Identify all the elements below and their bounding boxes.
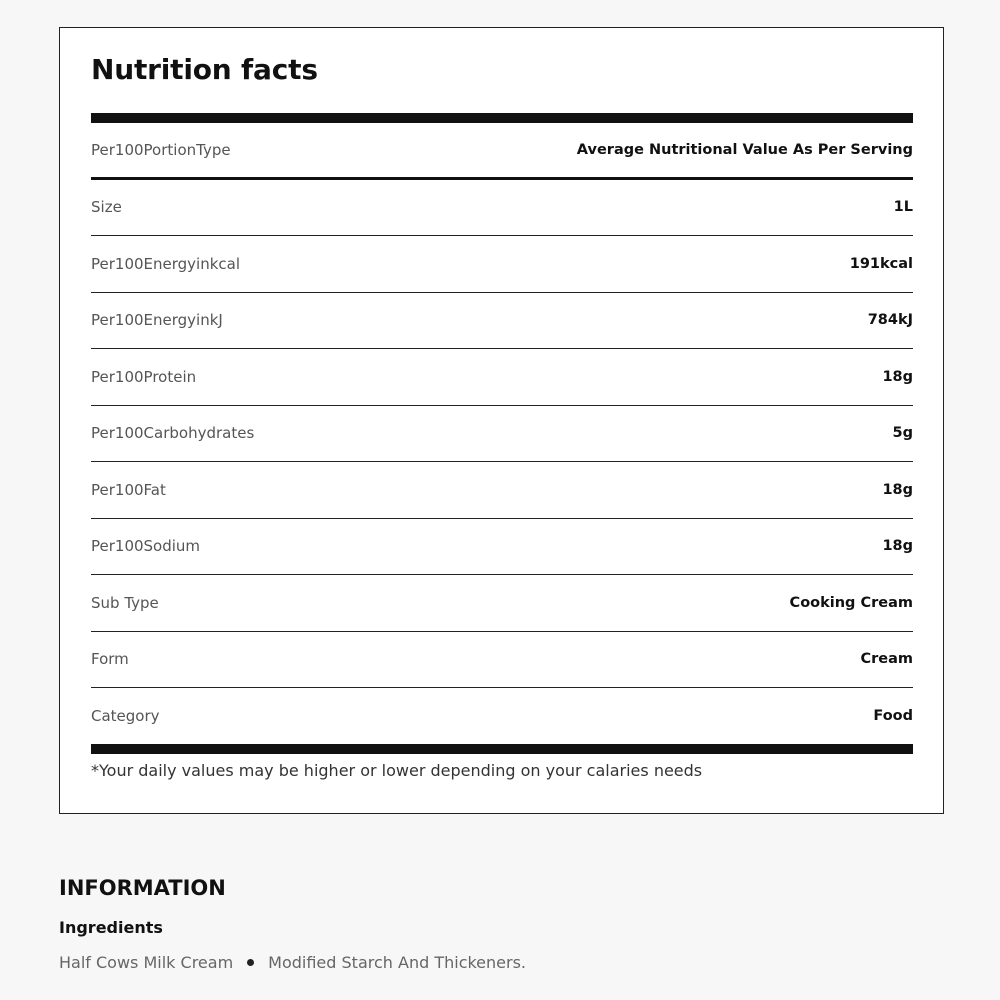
nutrition-row-carbohydrates [91,406,913,463]
daily-values-footnote: *Your daily values may be higher or lower depending on your calaries needs [91,761,703,780]
row-value: 18g [882,538,913,555]
nutrition-row-energy-kj [91,293,913,350]
row-value: 1L [893,199,913,216]
row-label: Per100Energyinkcal [91,254,241,273]
nutrition-row-sub-type [91,575,913,632]
nutrition-row-fat [91,462,913,519]
nutrition-row-protein [91,349,913,406]
nutrition-facts-panel [59,27,944,814]
top-divider [91,113,913,123]
nutrition-facts-title: Nutrition facts [91,53,318,86]
row-label: Per100EnergyinkJ [91,311,223,330]
row-label: Form [91,650,129,669]
nutrition-row-form [91,632,913,689]
header-label: Per100PortionType [91,140,231,159]
row-label: Per100Protein [91,367,197,386]
row-value: 191kcal [849,255,913,272]
row-value: Food [873,708,913,725]
row-label: Sub Type [91,593,159,612]
row-value: Cooking Cream [789,594,913,611]
row-value: 18g [882,368,913,385]
nutrition-row-energy-kcal [91,236,913,293]
nutrition-row-size [91,180,913,237]
bullet-separator-icon [247,959,254,966]
row-value: 18g [882,481,913,498]
row-label: Per100Carbohydrates [91,424,255,443]
row-value: 5g [892,425,913,442]
row-label: Category [91,707,160,726]
row-label: Per100Sodium [91,537,201,556]
nutrition-row-sodium [91,519,913,576]
row-value: Cream [860,651,913,668]
header-value: Average Nutritional Value As Per Serving [576,141,913,158]
ingredient-item: Half Cows Milk Cream [59,953,234,972]
ingredients-list [59,953,526,972]
row-label: Per100Fat [91,480,166,499]
ingredient-item: Modified Starch And Thickeners. [268,953,527,972]
bottom-divider [91,744,913,754]
nutrition-header-row [91,123,913,180]
information-heading: INFORMATION [59,876,226,900]
nutrition-table [91,123,913,745]
ingredients-heading: Ingredients [59,918,163,937]
nutrition-row-category [91,688,913,745]
row-value: 784kJ [867,312,913,329]
row-label: Size [91,198,122,217]
